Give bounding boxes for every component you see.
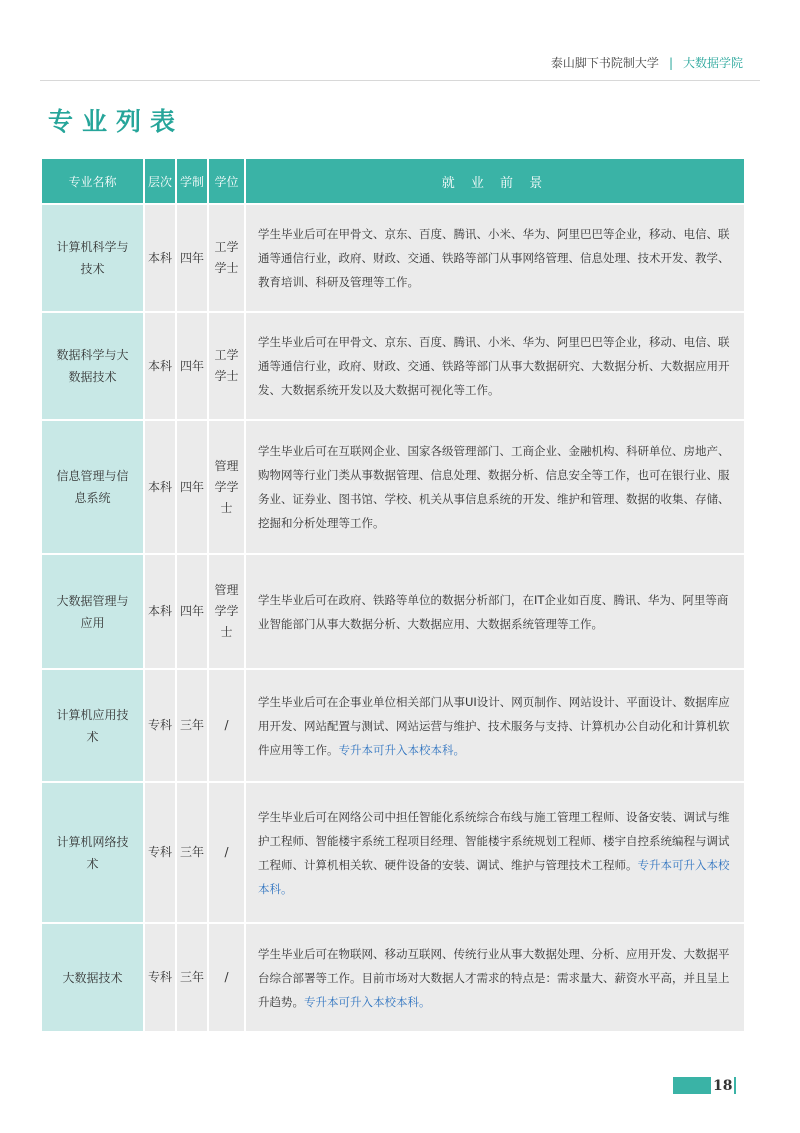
major-name: 数据科学与大数据技术 <box>41 312 144 420</box>
prospects-cell <box>245 554 745 669</box>
table-row <box>41 204 745 312</box>
level-cell: 专科 <box>144 669 176 782</box>
degree-cell: / <box>208 669 245 782</box>
prospects-text: 学生毕业后可在网络公司中担任智能化系统综合布线与施工管理工程师、设备安装、调试与维护工程师、智能楼宇系统工程项目经理、智能楼宇系统规划工程师、楼宇自控系统编程与调试工程师、计算机相关软、硬件设备的安装、调试、维护与管理技术工程师。 <box>258 809 730 872</box>
department-name: 大数据学院 <box>682 56 743 70</box>
table-row <box>41 782 745 923</box>
duration-cell: 四年 <box>176 420 208 554</box>
column-header-duration: 学制 <box>176 158 208 204</box>
level-cell: 本科 <box>144 204 176 312</box>
page-number-tick <box>734 1077 736 1094</box>
header-separator: | <box>668 55 673 70</box>
major-name: 大数据管理与应用 <box>41 554 144 669</box>
prospects-text: 学生毕业后可在互联网企业、国家各级管理部门、工商企业、金融机构、科研单位、房地产、购物网等行业门类从事数据管理、信息处理、数据分析、信息安全等工作，也可在银行业、服务业、证券业、图书馆、学校、机关从事信息系统的开发、维护和管理、数据的收集、存储、挖掘和分析处理等工作。 <box>258 444 730 530</box>
prospects-cell <box>245 782 745 923</box>
major-name: 计算机科学与技术 <box>41 204 144 312</box>
university-name: 泰山脚下书院制大学 <box>550 56 659 70</box>
duration-cell: 三年 <box>176 669 208 782</box>
prospects-cell <box>245 420 745 554</box>
major-name: 计算机网络技术 <box>41 782 144 923</box>
transfer-note: 专升本可升入本校本科。 <box>338 742 465 757</box>
level-cell: 本科 <box>144 554 176 669</box>
transfer-note: 专升本可升入本校本科。 <box>304 994 431 1009</box>
level-cell: 本科 <box>144 420 176 554</box>
table-row <box>41 420 745 554</box>
transfer-note: 专升本可升入本校本科。 <box>258 857 730 896</box>
degree-cell: 工学学士 <box>208 204 245 312</box>
degree-cell: / <box>208 923 245 1032</box>
degree-cell: 工学学士 <box>208 312 245 420</box>
major-name: 大数据技术 <box>41 923 144 1032</box>
page-number-bar <box>673 1077 711 1094</box>
level-cell: 本科 <box>144 312 176 420</box>
column-header-name: 专业名称 <box>41 158 144 204</box>
table-header-row <box>41 158 745 204</box>
duration-cell: 四年 <box>176 554 208 669</box>
column-header-prospects: 就 业 前 景 <box>245 158 745 204</box>
column-header-level: 层次 <box>144 158 176 204</box>
page-title: 专业列表 <box>48 107 185 136</box>
prospects-cell <box>245 312 745 420</box>
degree-cell: 管理学学士 <box>208 554 245 669</box>
prospects-text: 学生毕业后可在物联网、移动互联网、传统行业从事大数据处理、分析、应用开发、大数据平台综合部署等工作。目前市场对大数据人才需求的特点是：需求量大、薪资水平高，并且呈上升趋势。 <box>258 946 730 1009</box>
prospects-text: 学生毕业后可在甲骨文、京东、百度、腾讯、小米、华为、阿里巴巴等企业，移动、电信、联通等通信行业，政府、财政、交通、铁路等部门从事网络管理、信息处理、技术开发、教学、教育培训、科研及管理等工作。 <box>258 227 730 289</box>
prospects-text: 学生毕业后可在政府、铁路等单位的数据分析部门，在IT企业如百度、腾讯、华为、阿里等商业智能部门从事大数据分析、大数据应用、大数据系统管理等工作。 <box>258 592 729 631</box>
prospects-cell <box>245 669 745 782</box>
table-row <box>41 669 745 782</box>
duration-cell: 四年 <box>176 204 208 312</box>
table-row <box>41 923 745 1032</box>
prospects-text: 学生毕业后可在甲骨文、京东、百度、腾讯、小米、华为、阿里巴巴等企业，移动、电信、联通等通信行业，政府、财政、交通、铁路等部门从事大数据研究、大数据分析、大数据应用开发、大数据系统开发以及大数据可视化等工作。 <box>258 335 730 397</box>
major-name: 信息管理与信息系统 <box>41 420 144 554</box>
page-number <box>673 1077 737 1094</box>
duration-cell: 三年 <box>176 923 208 1032</box>
page-number-text: 18 <box>713 1077 733 1094</box>
majors-table <box>40 157 746 1033</box>
major-name: 计算机应用技术 <box>41 669 144 782</box>
prospects-cell <box>245 204 745 312</box>
prospects-cell <box>245 923 745 1032</box>
table-row <box>41 554 745 669</box>
prospects-text: 学生毕业后可在企事业单位相关部门从事UI设计、网页制作、网站设计、平面设计、数据库应用开发、网站配置与测试、网站运营与维护、技术服务与支持、计算机办公自动化和计算机软件应用等工作。 <box>258 694 730 757</box>
degree-cell: / <box>208 782 245 923</box>
degree-cell: 管理学学士 <box>208 420 245 554</box>
duration-cell: 三年 <box>176 782 208 923</box>
level-cell: 专科 <box>144 923 176 1032</box>
column-header-degree: 学位 <box>208 158 245 204</box>
running-header <box>551 54 743 71</box>
table-row <box>41 312 745 420</box>
header-divider <box>40 80 760 81</box>
duration-cell: 四年 <box>176 312 208 420</box>
level-cell: 专科 <box>144 782 176 923</box>
